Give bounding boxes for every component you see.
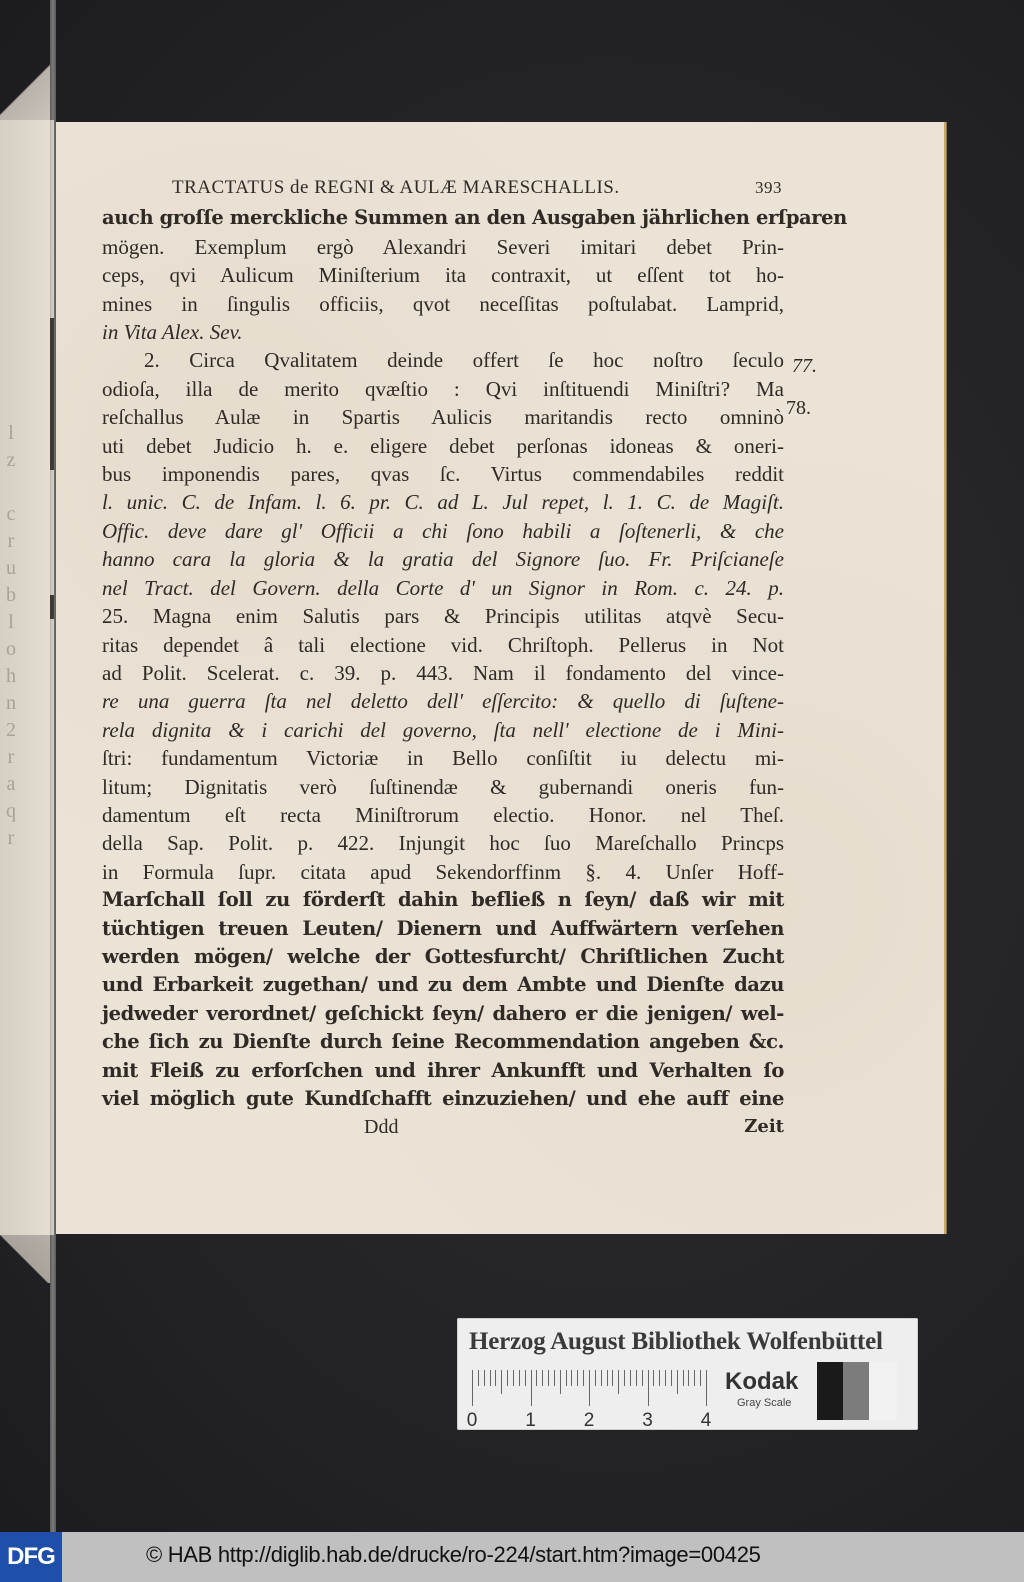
- library-name: Herzog August Bibliothek Wolfenbüttel: [469, 1328, 883, 1355]
- left-leaf-fold: [0, 1235, 50, 1283]
- left-page-fragment: a: [6, 773, 16, 795]
- text-line: che ſich zu Dienſte durch ſeine Recommendation angeben &c.: [102, 1030, 784, 1054]
- text-line: mines in ſingulis officiis, qvot neceſſitas poſtulabat. Lamprid,: [102, 291, 784, 316]
- left-page-edge: [0, 120, 54, 1235]
- ruler-tick: [648, 1370, 649, 1406]
- color-calibration-bar: [457, 1318, 918, 1430]
- page-footer-line: [102, 1113, 784, 1141]
- left-page-fragment: r: [7, 827, 15, 849]
- ruler-tick: [560, 1370, 561, 1394]
- ruler-tick: [536, 1370, 537, 1386]
- ruler-tick: [589, 1370, 590, 1406]
- ruler-tick: [706, 1370, 707, 1406]
- gray-patch-mid: [843, 1362, 869, 1420]
- text-line: 25. Magna enim Salutis pars & Principis utilitas atqvè Secu-: [102, 604, 784, 629]
- text-line: hanno cara la gloria & la gratia del Signore ſuo. Fr. Priſcianeſe: [102, 547, 784, 572]
- left-page-fragment: o: [6, 638, 16, 660]
- left-page-fragment: u: [6, 557, 16, 579]
- running-head-title: TRACTATUS de REGNI & AULÆ MARESCHALLIS.: [172, 177, 620, 198]
- ruler-tick: [688, 1370, 689, 1386]
- ruler-tick: [624, 1370, 625, 1386]
- ruler-tick: [577, 1370, 578, 1386]
- text-line: bus imponendis pares, qvas ſc. Virtus commendabiles reddit: [102, 462, 784, 487]
- left-page-fragment: z: [6, 449, 16, 471]
- ruler-tick: [665, 1370, 666, 1386]
- text-line: litum; Dignitatis verò ſuſtinendæ & gubernandi oneris fun-: [102, 774, 784, 799]
- kodak-logo: Kodak: [725, 1368, 799, 1395]
- text-line: ad Polit. Scelerat. c. 39. p. 443. Nam il fondamento del vince-: [102, 660, 784, 685]
- ruler-tick: [513, 1370, 514, 1386]
- text-line: Offic. deve dare gl' Officii a chi ſono habili a ſoſtenerli, & che: [102, 518, 784, 543]
- ruler-tick: [519, 1370, 520, 1386]
- left-page-fragment: r: [7, 530, 15, 552]
- ruler-tick: [566, 1370, 567, 1386]
- ruler-tick: [478, 1370, 479, 1386]
- left-page-fragment: [2, 474, 20, 501]
- left-page-text-fragments: [2, 420, 20, 852]
- ruler-tick: [571, 1370, 572, 1386]
- text-line: odioſa, illa de merito qvæſtio : Qvi inſtituendi Miniſtri? Ma: [102, 376, 784, 401]
- ruler-tick: [595, 1370, 596, 1386]
- ruler-tick: [642, 1370, 643, 1386]
- ruler-tick: [525, 1370, 526, 1386]
- margin-note-77: 77.: [792, 355, 817, 377]
- running-head: [172, 174, 784, 202]
- text-line: 2. Circa Qvalitatem deinde offert ſe hoc noſtro ſeculo: [144, 348, 784, 373]
- left-page-fragment: r: [7, 746, 15, 768]
- text-line: in Vita Alex. Sev.: [102, 320, 243, 345]
- ruler-tick: [472, 1370, 473, 1406]
- ruler-label: 3: [642, 1410, 653, 1431]
- text-line: ſtri: fundamentum Victoriæ in Bello conſiſtit iu delectu mi-: [102, 746, 784, 771]
- ruler-tick: [612, 1370, 613, 1386]
- ruler-tick: [554, 1370, 555, 1386]
- gray-patch-black: [817, 1362, 843, 1420]
- text-line: ritas dependet â tali electione vid. Chriſtoph. Pellerus in Not: [102, 632, 784, 657]
- text-line: rela dignita & i carichi del governo, ſta nell' electione de i Mini-: [102, 717, 784, 742]
- left-page-fragment: 2: [6, 719, 16, 741]
- signature-mark: Ddd: [364, 1116, 399, 1139]
- ruler-tick: [583, 1370, 584, 1386]
- book-page: [56, 122, 944, 1234]
- ruler-tick: [507, 1370, 508, 1386]
- ruler-tick: [490, 1370, 491, 1386]
- ruler-tick: [607, 1370, 608, 1386]
- ruler-tick: [683, 1370, 684, 1386]
- text-line: viel möglich gute Kundſchafft einzuziehen/ und ehe auff eine: [102, 1087, 784, 1110]
- margin-note-78: 78.: [786, 397, 811, 419]
- text-line: damentum eſt recta Miniſtrorum electio. Honor. nel Theſ.: [102, 802, 784, 827]
- text-line: nel Tract. del Govern. della Corte d' un Signor in Rom. c. 24. p.: [102, 575, 784, 600]
- left-page-fragment: h: [6, 665, 16, 687]
- text-line: mögen. Exemplum ergò Alexandri Severi imitari debet Prin-: [102, 234, 784, 259]
- text-line: uti debet Judicio h. e. eligere debet perſonas idoneas & oneri-: [102, 433, 784, 458]
- page-number: 393: [755, 178, 782, 197]
- ruler-tick: [618, 1370, 619, 1394]
- dfg-logo[interactable]: DFG: [0, 1532, 62, 1582]
- ruler-tick: [700, 1370, 701, 1386]
- text-line: ceps, qvi Aulicum Miniſterium ita contraxit, ut eſſent tot ho-: [102, 263, 784, 288]
- ruler-tick: [495, 1370, 496, 1386]
- text-line: und Erbarkeit zugethan/ und zu dem Ambte und Dienſte dazu: [102, 973, 784, 997]
- left-page-fragment: n: [6, 692, 16, 714]
- footer-bar: [0, 1532, 1024, 1582]
- ruler-tick: [671, 1370, 672, 1386]
- gray-patch-white: [869, 1362, 897, 1420]
- ruler-scale: [466, 1370, 712, 1431]
- ruler-tick: [531, 1370, 532, 1406]
- left-page-fragment: l: [8, 422, 14, 444]
- left-page-fragment: b: [6, 584, 16, 606]
- text-line: tüchtigen treuen Leuten/ Dienern und Auffwärtern verſehen: [102, 916, 784, 940]
- ruler-tick: [677, 1370, 678, 1394]
- ruler-label: 1: [525, 1410, 536, 1431]
- text-line: in Formula ſupr. citata apud Sekendorffinm §. 4. Unſer Hoff-: [102, 859, 784, 884]
- text-line: mit Fleiß zu erforſchen und ihrer Ankunfft und Verhalten ſo: [102, 1058, 784, 1082]
- ruler-tick: [542, 1370, 543, 1386]
- left-leaf-fold: [0, 60, 50, 122]
- copyright-link[interactable]: © HAB http://diglib.hab.de/drucke/ro-224/start.htm?image=00425: [146, 1542, 761, 1567]
- ruler-tick: [548, 1370, 549, 1386]
- text-line: l. unic. C. de Infam. l. 6. pr. C. ad L. Jul repet, l. 1. C. de Magiſt.: [102, 490, 784, 515]
- text-line: jedweder verordnet/ geſchickt ſeyn/ dahero er die jenigen/ wel-: [102, 1001, 784, 1025]
- ruler-tick: [653, 1370, 654, 1386]
- ruler-label: 4: [700, 1410, 712, 1431]
- left-page-fragment: c: [6, 503, 16, 525]
- gutter-mark: [50, 318, 54, 470]
- ruler-tick: [484, 1370, 485, 1386]
- ruler-tick: [630, 1370, 631, 1386]
- text-line: re una guerra ſta nel deletto dell' eſſercito: & quello di ſuſtene-: [102, 689, 784, 714]
- ruler-label: 2: [583, 1410, 595, 1431]
- ruler-tick: [659, 1370, 660, 1386]
- ruler-label: 0: [466, 1410, 478, 1431]
- gray-scale-label: Gray Scale: [737, 1397, 792, 1409]
- gutter-mark: [50, 595, 54, 619]
- text-line: reſchallus Aulæ in Spartis Aulicis maritandis recto omninò: [102, 405, 784, 430]
- text-line: Marſchall ſoll zu förderſt dahin befließ n ſeyn/ daß wir mit: [102, 888, 784, 912]
- ruler-tick: [636, 1370, 637, 1386]
- left-page-fragment: q: [6, 800, 16, 822]
- text-line: della Sap. Polit. p. 422. Injungit hoc ſuo Mareſchallo Princps: [102, 831, 784, 856]
- catchword: Zeit: [744, 1116, 784, 1138]
- text-line: auch groſſe merckliche Summen an den Ausgaben jährlichen erſparen: [102, 206, 847, 230]
- ruler-tick: [694, 1370, 695, 1386]
- left-page-fragment: l: [8, 611, 14, 633]
- ruler-tick: [601, 1370, 602, 1386]
- ruler-tick: [501, 1370, 502, 1394]
- text-line: werden mögen/ welche der Gottesfurcht/ Chriſtlichen Zucht: [102, 944, 784, 968]
